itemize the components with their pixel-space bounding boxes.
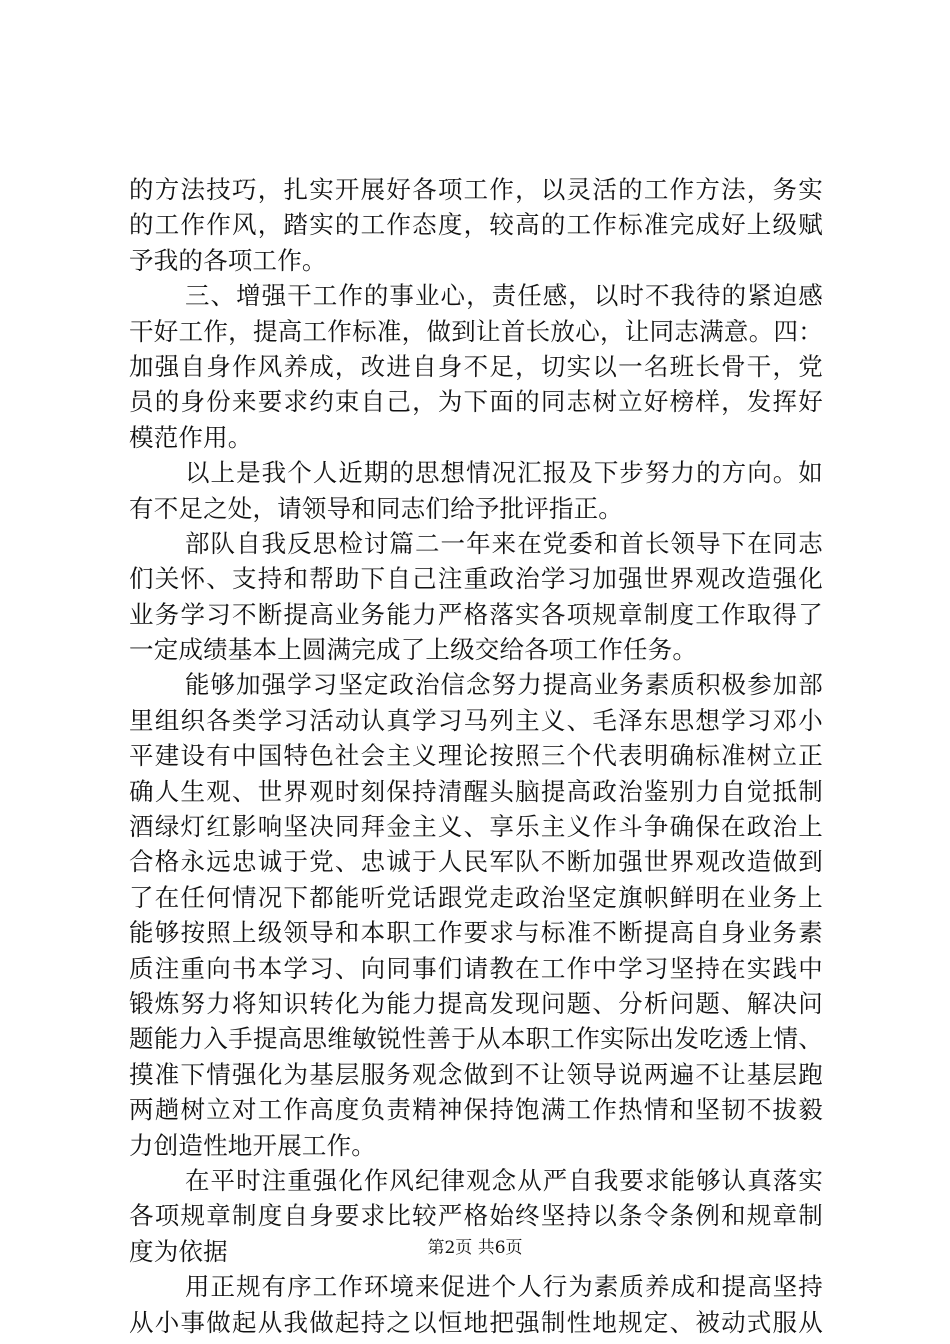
page-footer — [0, 1236, 950, 1260]
text-line: 两趟树立对工作高度负责精神保持饱满工作热情和坚韧不拔毅 — [129, 1095, 823, 1125]
text-line: 予我的各项工作。 — [129, 245, 327, 275]
text-line: 们关怀、支持和帮助下自己注重政治学习加强世界观改造强化 — [129, 564, 823, 594]
text-line: 模范作用。 — [129, 422, 253, 452]
text-line: 在平时注重强化作风纪律观念从严自我要求能够认真落实 — [185, 1165, 823, 1195]
text-line: 从小事做起从我做起持之以恒地把强制性地规定、被动式服从 — [129, 1307, 823, 1337]
paragraph-3 — [129, 455, 823, 526]
text-line: 的工作作风，踏实的工作态度，较高的工作标准完成好上级赋 — [129, 210, 823, 240]
text-line: 锻炼努力将知识转化为能力提高发现问题、分析问题、解决问 — [129, 988, 823, 1018]
text-line: 里组织各类学习活动认真学习马列主义、毛泽东思想学习邓小 — [129, 705, 823, 735]
text-line: 有不足之处，请领导和同志们给予批评指正。 — [129, 493, 623, 523]
text-line: 部队自我反思检讨篇二一年来在党委和首长领导下在同志 — [185, 528, 823, 558]
text-line: 酒绿灯红影响坚决同拜金主义、享乐主义作斗争确保在政治上 — [129, 812, 823, 842]
text-line: 加强自身作风养成，改进自身不足，切实以一名班长骨干，党 — [129, 351, 823, 381]
text-line: 确人生观、世界观时刻保持清醒头脑提高政治鉴别力自觉抵制 — [129, 776, 823, 806]
paragraph-7 — [129, 1269, 823, 1340]
text-line: 平建设有中国特色社会主义理论按照三个代表明确标准树立正 — [129, 741, 823, 771]
text-line: 质注重向书本学习、向同事们请教在工作中学习坚持在实践中 — [129, 953, 823, 983]
text-line: 业务学习不断提高业务能力严格落实各项规章制度工作取得了 — [129, 599, 823, 629]
text-line: 能够加强学习坚定政治信念努力提高业务素质积极参加部 — [185, 670, 823, 700]
text-line: 用正规有序工作环境来促进个人行为素质养成和提高坚持 — [185, 1272, 823, 1302]
text-line: 能够按照上级领导和本职工作要求与标准不断提高自身业务素 — [129, 918, 823, 948]
text-line: 题能力入手提高思维敏锐性善于从本职工作实际出发吃透上情、 — [129, 1024, 823, 1054]
text-line: 合格永远忠诚于党、忠诚于人民军队不断加强世界观改造做到 — [129, 847, 823, 877]
page-number-label: 第2页 共6页 — [427, 1238, 523, 1258]
text-line: 各项规章制度自身要求比较严格始终坚持以条令条例和规章制 — [129, 1201, 823, 1231]
text-line: 摸准下情强化为基层服务观念做到不让领导说两遍不让基层跑 — [129, 1059, 823, 1089]
paragraph-2 — [129, 278, 823, 455]
text-line: 一定成绩基本上圆满完成了上级交给各项工作任务。 — [129, 635, 698, 665]
text-line: 三、增强干工作的事业心，责任感，以时不我待的紧迫感 — [185, 281, 823, 311]
paragraph-1 — [129, 172, 823, 278]
text-line: 的方法技巧，扎实开展好各项工作，以灵活的工作方法，务实 — [129, 175, 823, 204]
text-line: 了在任何情况下都能听党话跟党走政治坚定旗帜鲜明在业务上 — [129, 882, 823, 912]
document-body — [129, 172, 823, 1340]
text-line: 员的身份来要求约束自己，为下面的同志树立好榜样，发挥好 — [129, 387, 823, 417]
text-line: 干好工作，提高工作标准，做到让首长放心，让同志满意。四： — [129, 316, 823, 346]
text-line: 力创造性地开展工作。 — [129, 1130, 376, 1160]
paragraph-5 — [129, 667, 823, 1162]
paragraph-4 — [129, 526, 823, 668]
text-line: 以上是我个人近期的思想情况汇报及下步努力的方向。如 — [185, 458, 823, 488]
text-line: 度为依据 — [129, 1236, 228, 1266]
